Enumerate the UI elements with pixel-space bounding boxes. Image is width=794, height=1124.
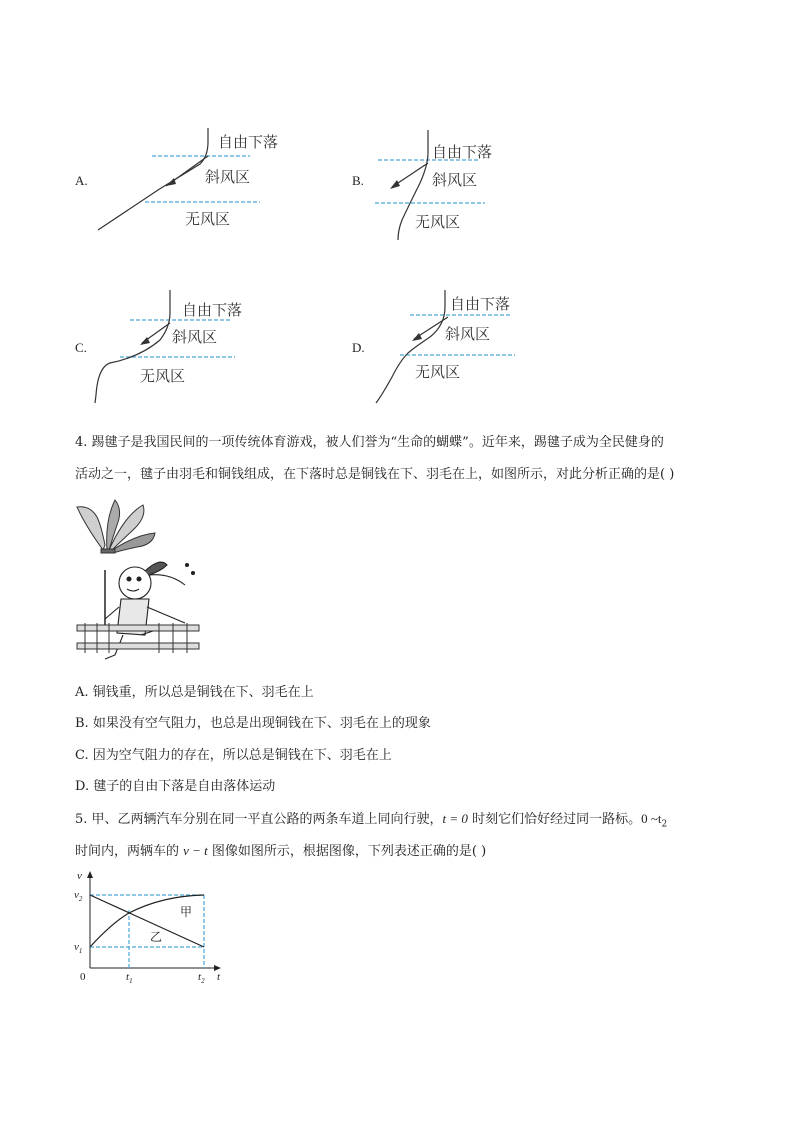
option-d-letter: D. bbox=[352, 340, 365, 355]
label-free-fall: 自由下落 bbox=[218, 133, 279, 151]
shuttlecock bbox=[77, 500, 155, 553]
label-free-fall: 自由下落 bbox=[432, 143, 493, 161]
option-b-letter: B. bbox=[352, 173, 364, 188]
label-no-wind: 无风区 bbox=[185, 210, 231, 228]
q4-stem-line2: 活动之一，毽子由羽毛和铜钱组成，在下落时总是铜钱在下、羽毛在上，如图所示，对此分析正确的是( ) bbox=[75, 467, 675, 482]
line-yi bbox=[90, 895, 204, 947]
v2-label: $v_2$ bbox=[74, 889, 83, 903]
t1-label: $t_1$ bbox=[126, 971, 133, 983]
q5-stem-line2 bbox=[75, 841, 486, 862]
origin-label: 0 bbox=[80, 971, 86, 983]
q4-stem-line1: 4. 踢毽子是我国民间的一项传统体育游戏，被人们誉为“生命的蝴蝶”。近年来，踢毽子成为全民健身的 bbox=[75, 435, 664, 450]
option-a-letter: A. bbox=[75, 173, 88, 188]
label-no-wind: 无风区 bbox=[140, 367, 186, 385]
axis-v-label: v bbox=[77, 870, 82, 882]
q5-vt: v − t bbox=[183, 843, 208, 858]
q4-option-a[interactable]: A. 铜钱重，所以总是铜钱在下、羽毛在上 bbox=[75, 685, 314, 700]
label-jia: 甲 bbox=[180, 905, 193, 919]
label-slant-wind: 斜风区 bbox=[432, 171, 478, 189]
q4-option-d[interactable]: D. 毽子的自由下落是自由落体运动 bbox=[75, 779, 276, 794]
q4-option-c[interactable]: C. 因为空气阻力的存在，所以总是铜钱在下、羽毛在上 bbox=[75, 748, 392, 763]
v1-label: $v_1$ bbox=[74, 941, 83, 955]
label-no-wind: 无风区 bbox=[415, 363, 461, 381]
option-c-letter: C. bbox=[75, 340, 87, 355]
label-free-fall: 自由下落 bbox=[182, 301, 243, 319]
label-no-wind: 无风区 bbox=[415, 213, 461, 231]
option-a-diagram bbox=[90, 120, 310, 235]
q4-option-b[interactable]: B. 如果没有空气阻力，也总是出现铜钱在下、羽毛在上的现象 bbox=[75, 716, 431, 731]
vt-graph bbox=[72, 868, 232, 983]
q5-range: 0 ~t bbox=[641, 811, 662, 826]
label-free-fall: 自由下落 bbox=[450, 295, 511, 313]
t2-label: $t_2$ bbox=[198, 971, 205, 983]
q5-line1-b: 时刻它们恰好经过同一路标。 bbox=[467, 812, 642, 827]
fence bbox=[77, 623, 199, 653]
q5-stem-line1 bbox=[75, 809, 667, 835]
label-slant-wind: 斜风区 bbox=[205, 168, 251, 186]
q5-line1-a: 5. 甲、乙两辆汽车分别在同一平直公路的两条车道上同向行驶， bbox=[75, 812, 443, 827]
q5-t-equals-0: t = 0 bbox=[442, 811, 468, 826]
option-c-diagram bbox=[90, 285, 270, 410]
q5-line2-b: 图像如图所示，根据图像，下列表述正确的是( ) bbox=[207, 844, 487, 859]
option-d-diagram bbox=[370, 285, 530, 410]
axis-t-label: t bbox=[217, 971, 221, 983]
label-slant-wind: 斜风区 bbox=[445, 325, 491, 343]
label-yi: 乙 bbox=[150, 930, 163, 944]
q5-line2-a: 时间内，两辆车的 bbox=[75, 844, 184, 859]
label-slant-wind: 斜风区 bbox=[172, 328, 218, 346]
shuttlecock-kid-illustration bbox=[75, 495, 205, 665]
option-b-diagram bbox=[370, 125, 520, 245]
q5-range-sub: 2 bbox=[661, 819, 668, 830]
